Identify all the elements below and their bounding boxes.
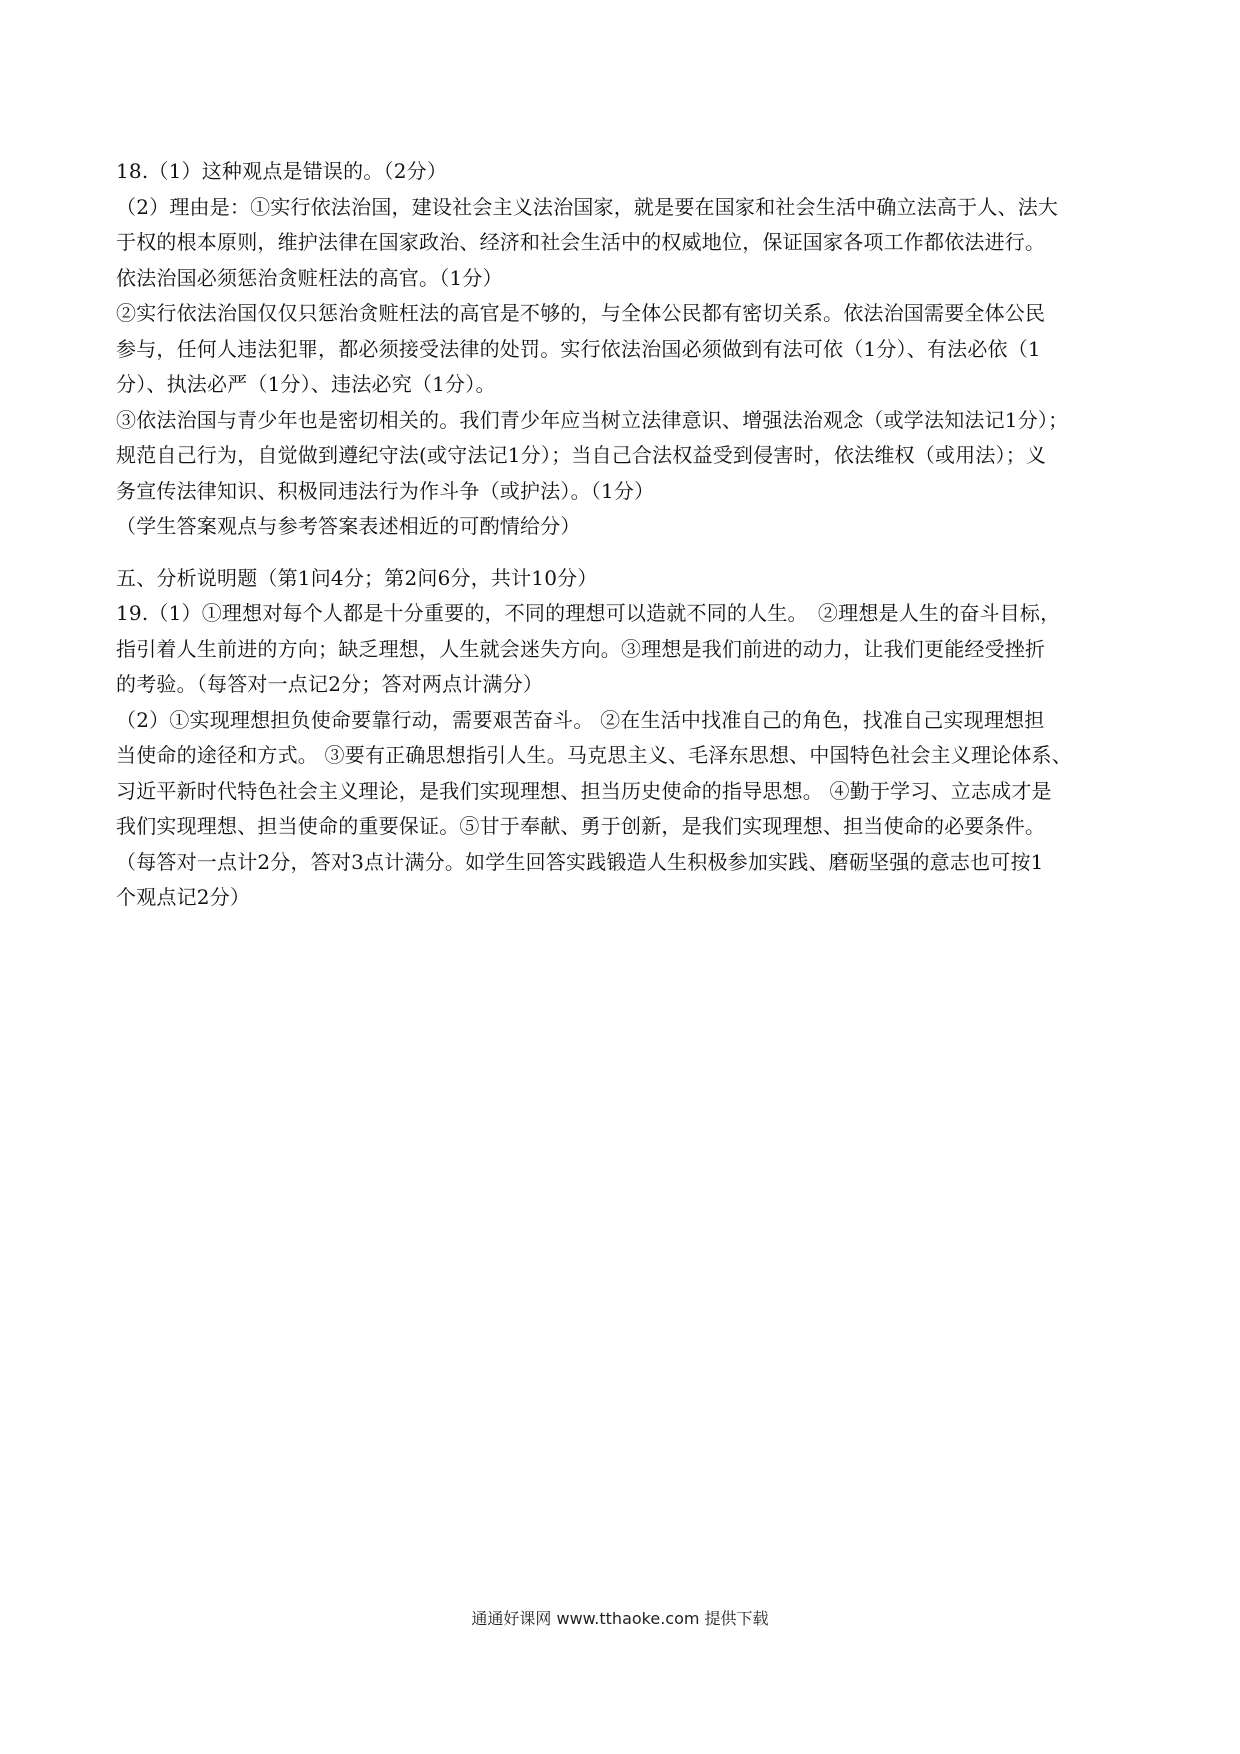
q18-line-4: 依法治国必须惩治贪赃枉法的高官。（1分） bbox=[116, 265, 503, 290]
q18-line-6: 参与，任何人违法犯罪，都必须接受法律的处罚。实行依法治国必须做到有法可依（1分）、有法必依（1 bbox=[116, 336, 1041, 361]
section-spacer bbox=[116, 545, 1128, 561]
q18-line-8: ③依法治国与青少年也是密切相关的。我们青少年应当树立法律意识、增强法治观念（或学法知法记1分）； bbox=[116, 407, 1069, 432]
q19-line-8: （每答对一点计2分，答对3点计满分。如学生回答实践锻造人生积极参加实践、磨砺坚强的意志也可按1 bbox=[116, 849, 1044, 874]
q18-line-11: （学生答案观点与参考答案表述相近的可酌情给分） bbox=[116, 514, 581, 538]
q19-line-3: 的考验。（每答对一点记2分；答对两点计满分） bbox=[116, 672, 544, 696]
q18-line-10: 务宣传法律知识、积极同违法行为作斗争（或护法）。（1分） bbox=[116, 478, 655, 503]
page-footer: 通通好课网 www.tthaoke.com 提供下载 bbox=[471, 1609, 769, 1628]
answer-content bbox=[116, 154, 1128, 916]
q18-line-1: 18.（1）这种观点是错误的。（2分） bbox=[116, 159, 448, 183]
q19-line-9: 个观点记2分） bbox=[116, 885, 251, 909]
q18-line-9: 规范自己行为，自觉做到遵纪守法(或守法记1分）；当自己合法权益受到侵害时，依法维权（或用法）；义 bbox=[116, 443, 1047, 467]
q18-line-2: （2）理由是：①实行依法治国，建设社会主义法治国家，就是要在国家和社会生活中确立法高于人、法大 bbox=[116, 194, 1059, 219]
q18-line-3: 于权的根本原则，维护法律在国家政治、经济和社会生活中的权威地位，保证国家各项工作都依法进行。 bbox=[116, 230, 1046, 254]
q18-line-7: 分）、执法必严（1分）、违法必究（1分）。 bbox=[116, 372, 496, 396]
question-18-answer bbox=[116, 154, 1128, 545]
q19-line-5: 当使命的途径和方式。 ③要有正确思想指引人生。马克思主义、毛泽东思想、中国特色社会主义理论体系、 bbox=[116, 743, 1072, 767]
section-5-heading: 五、分析说明题（第1问4分；第2问6分，共计10分） bbox=[116, 565, 598, 590]
q19-line-6: 习近平新时代特色社会主义理论，是我们实现理想、担当历史使命的指导思想。 ④勤于学习、立志成才是 bbox=[116, 778, 1052, 803]
q19-line-7: 我们实现理想、担当使命的重要保证。⑤甘于奉献、勇于创新，是我们实现理想、担当使命的必要条件。 bbox=[116, 814, 1046, 838]
q18-line-5: ②实行依法治国仅仅只惩治贪赃枉法的高官是不够的，与全体公民都有密切关系。依法治国需要全体公民 bbox=[116, 301, 1046, 325]
q19-line-4: （2）①实现理想担负使命要靠行动，需要艰苦奋斗。 ②在生活中找准自己的角色，找准自己实现理想担 bbox=[116, 707, 1045, 732]
question-19-answer bbox=[116, 596, 1128, 916]
q19-line-1: 19.（1）①理想对每个人都是十分重要的，不同的理想可以造就不同的人生。 ②理想是人生的奋斗目标， bbox=[116, 601, 1061, 625]
q19-line-2: 指引着人生前进的方向；缺乏理想，人生就会迷失方向。③理想是我们前进的动力，让我们更能经受挫折 bbox=[116, 636, 1046, 661]
